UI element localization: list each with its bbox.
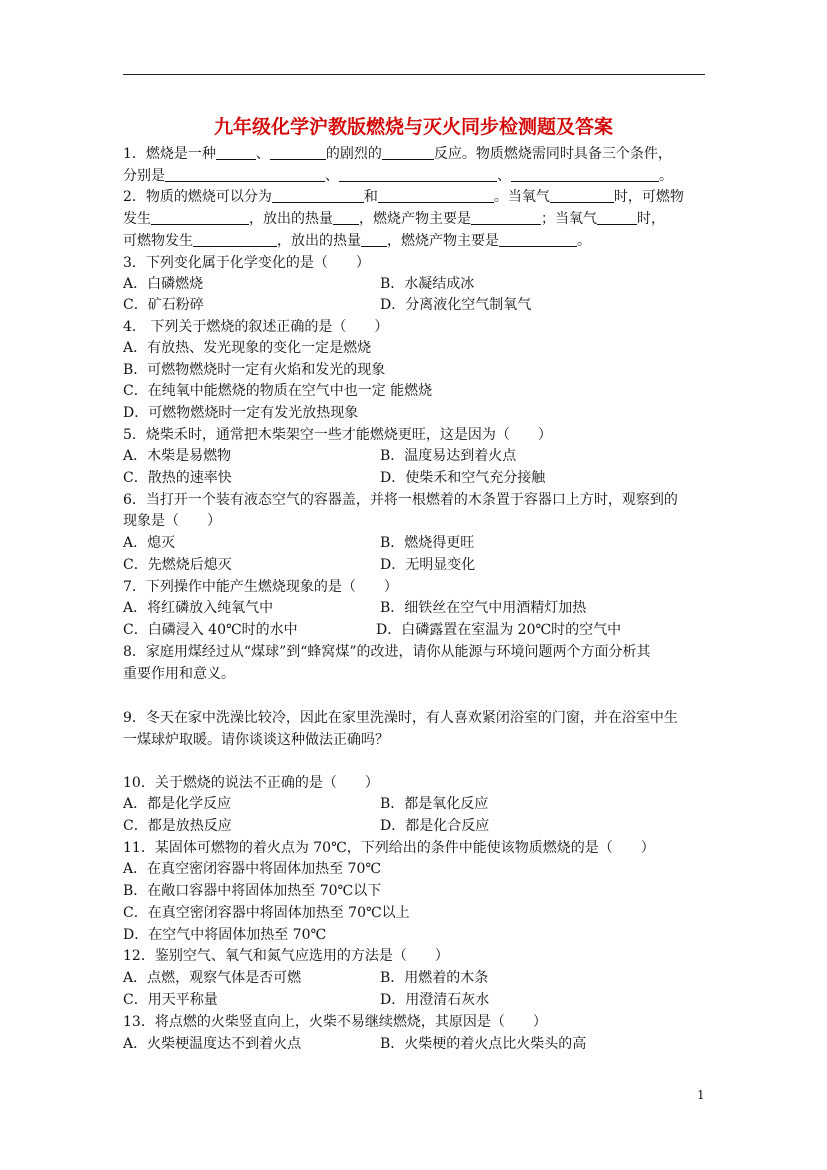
option-c[interactable]: C．矿石粉碎 xyxy=(123,297,204,313)
blank[interactable] xyxy=(550,188,614,203)
option-b[interactable]: B．都是氧化反应 xyxy=(380,796,489,812)
blank[interactable] xyxy=(597,210,637,225)
option-d[interactable]: D．用澄清石灰水 xyxy=(380,992,490,1008)
q9-line1: 9．冬天在家中洗澡比较冷，因此在家里洗澡时，有人喜欢紧闭浴室的门窗，并在浴室中生 xyxy=(123,710,678,726)
option-d[interactable]: D．白磷露置在室温为 20℃时的空气中 xyxy=(376,622,622,638)
blank[interactable] xyxy=(216,145,256,160)
blank[interactable] xyxy=(151,210,249,225)
q13-options-row1 xyxy=(123,1034,723,1054)
q2-line1: 2．物质的燃烧可以分为 和 。当氧气 时，可燃物 xyxy=(123,189,684,205)
q12-options-row2 xyxy=(123,990,723,1010)
option-b[interactable]: B．火柴梗的着火点比火柴头的高 xyxy=(380,1036,587,1052)
blank[interactable] xyxy=(165,167,325,182)
q4-stem: 4． 下列关于燃烧的叙述正确的是（ ） xyxy=(123,319,389,335)
option-d[interactable]: D．可燃物燃烧时一定有发光放热现象 xyxy=(123,405,359,421)
option-a[interactable]: A．火柴梗温度达不到着火点 xyxy=(123,1036,302,1052)
blank[interactable] xyxy=(339,167,497,182)
blank[interactable] xyxy=(272,188,364,203)
header-rule xyxy=(123,74,705,75)
q5-stem: 5．烧柴禾时，通常把木柴架空一些才能燃烧更旺，这是因为（ ） xyxy=(123,427,552,443)
q5-options-row1 xyxy=(123,446,723,466)
blank[interactable] xyxy=(378,188,494,203)
option-d[interactable]: D．分离液化空气制氧气 xyxy=(380,297,532,313)
q3-options-row1 xyxy=(123,274,723,294)
q2-line3: 可燃物发生 ，放出的热量 ，燃烧产物主要是 。 xyxy=(123,233,591,249)
blank[interactable] xyxy=(333,210,359,225)
option-b[interactable]: B．在敞口容器中将固体加热至 70℃以下 xyxy=(123,883,382,899)
q12-stem: 12．鉴别空气、氧气和氮气应选用的方法是（ ） xyxy=(123,948,449,964)
q5-options-row2 xyxy=(123,468,723,488)
page-title: 九年级化学沪教版燃烧与灭火同步检测题及答案 xyxy=(213,116,613,138)
q3-stem: 3．下列变化属于化学变化的是（ ） xyxy=(123,255,370,271)
q10-options-row2 xyxy=(123,816,723,836)
option-c[interactable]: C．白磷浸入 40℃时的水中 xyxy=(123,622,298,638)
q1-line1: 1．燃烧是一种 、 的剧烈的 反应。物质燃烧需同时具备三个条件， xyxy=(123,146,672,162)
q7-stem: 7．下列操作中能产生燃烧现象的是（ ） xyxy=(123,579,398,595)
option-a[interactable]: A．白磷燃烧 xyxy=(123,276,204,292)
option-d[interactable]: D．无明显变化 xyxy=(380,557,476,573)
option-d[interactable]: D．在空气中将固体加热至 70℃ xyxy=(123,927,327,943)
q6-options-row2 xyxy=(123,555,723,575)
option-b[interactable]: B．温度易达到着火点 xyxy=(380,448,517,464)
q6-stem-line2: 现象是（ ） xyxy=(123,513,221,529)
option-b[interactable]: B．水凝结成冰 xyxy=(380,276,475,292)
q12-options-row1 xyxy=(123,968,723,988)
blank[interactable] xyxy=(361,232,387,247)
blank[interactable] xyxy=(499,232,577,247)
option-a[interactable]: A．熄灭 xyxy=(123,535,176,551)
option-c[interactable]: C．散热的速率快 xyxy=(123,470,232,486)
q3-options-row2 xyxy=(123,295,723,315)
q7-options-row1 xyxy=(123,598,723,618)
option-a[interactable]: A．点燃，观察气体是否可燃 xyxy=(123,970,302,986)
option-c[interactable]: C．在真空密闭容器中将固体加热至 70℃以上 xyxy=(123,905,410,921)
option-b[interactable]: B．细铁丝在空气中用酒精灯加热 xyxy=(380,600,587,616)
option-b[interactable]: B．燃烧得更旺 xyxy=(380,535,475,551)
blank[interactable] xyxy=(193,232,277,247)
q1-line2: 分别是 、 、 。 xyxy=(123,168,673,184)
option-b[interactable]: B．可燃物燃烧时一定有火焰和发光的现象 xyxy=(123,362,386,378)
blank[interactable] xyxy=(382,145,434,160)
blank[interactable] xyxy=(511,167,659,182)
q6-stem-line1: 6．当打开一个装有液态空气的容器盖，并将一根燃着的木条置于容器口上方时，观察到的 xyxy=(123,492,678,508)
q11-stem: 11．某固体可燃物的着火点为 70℃，下列给出的条件中能使该物质燃烧的是（ ） xyxy=(123,840,655,856)
option-b[interactable]: B．用燃着的木条 xyxy=(380,970,489,986)
option-a[interactable]: A．都是化学反应 xyxy=(123,796,232,812)
option-a[interactable]: A．在真空密闭容器中将固体加热至 70℃ xyxy=(123,861,382,877)
option-c[interactable]: C．先燃烧后熄灭 xyxy=(123,557,232,573)
option-a[interactable]: A．有放热、发光现象的变化一定是燃烧 xyxy=(123,340,372,356)
q10-stem: 10．关于燃烧的说法不正确的是（ ） xyxy=(123,775,379,791)
q9-line2: 一煤球炉取暖。请你谈谈这种做法正确吗？ xyxy=(123,732,389,748)
option-d[interactable]: D．都是化合反应 xyxy=(380,818,490,834)
option-c[interactable]: C．用天平称量 xyxy=(123,992,218,1008)
blank[interactable] xyxy=(270,145,326,160)
q7-options-row2 xyxy=(123,620,723,640)
q2-line2: 发生 ，放出的热量 ，燃烧产物主要是 ；当氧气 时， xyxy=(123,211,665,227)
option-c[interactable]: C．都是放热反应 xyxy=(123,818,232,834)
option-a[interactable]: A．木柴是易燃物 xyxy=(123,448,232,464)
page-number: 1 xyxy=(697,1088,705,1102)
option-a[interactable]: A．将红磷放入纯氧气中 xyxy=(123,600,274,616)
option-d[interactable]: D．使柴禾和空气充分接触 xyxy=(380,470,546,486)
q13-stem: 13．将点燃的火柴竖直向上，火柴不易继续燃烧，其原因是（ ） xyxy=(123,1014,547,1030)
blank[interactable] xyxy=(471,210,541,225)
option-c[interactable]: C．在纯氧中能燃烧的物质在空气中也一定 能燃烧 xyxy=(123,383,433,399)
q10-options-row1 xyxy=(123,794,723,814)
q6-options-row1 xyxy=(123,533,723,553)
q8-line2: 重要作用和意义。 xyxy=(123,666,235,682)
q8-line1: 8．家庭用煤经过从“煤球”到“蜂窝煤”的改进，请你从能源与环境问题两个方面分析其 xyxy=(123,644,651,660)
